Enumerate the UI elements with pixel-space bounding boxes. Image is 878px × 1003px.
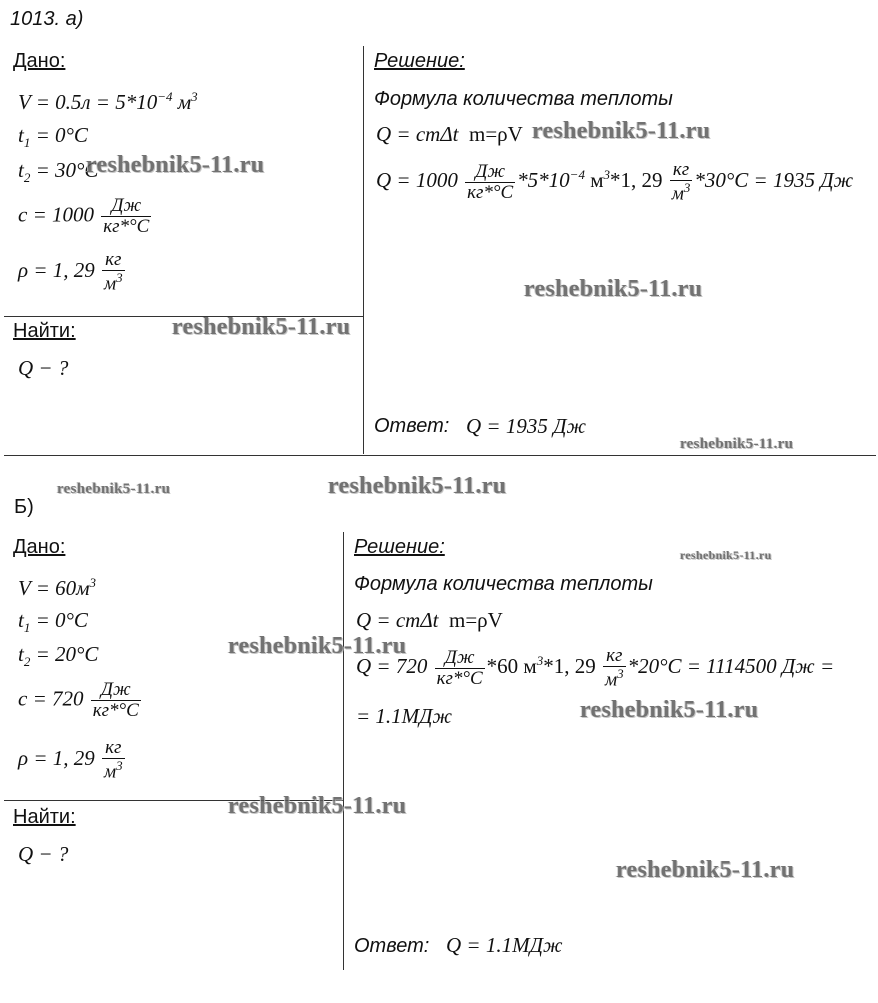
calculation-b: Q = 720 $\frac{Дж}{кг*^\circ C}$ *60 $м^3*1$, 29 $\frac{кг}{м^3}$ *20°C = 1114500 Дж = [356,645,835,691]
answer-label-a: Ответ: [374,415,450,437]
find-value-a: Q − ? [18,356,69,380]
given-t1-b: $t_1 = 0^\circ C$ [18,608,88,636]
answer-label-b: Ответ: [354,935,430,957]
watermark: reshebnik5-11.ru [228,633,407,659]
watermark: reshebnik5-11.ru [532,118,711,144]
formula-title-a: Формула количества теплоты [374,88,673,110]
calculation-a: Q = 1000 $\frac{Дж}{кг*^\circ C}$ $*5*10^{-4}$ $м^3*1$, 29 $\frac{кг}{м^3}$ *30°C = 1935 Дж [376,159,854,205]
given-c-a: c = 1000 $\frac{Дж}{кг*^\circ C}$ [18,195,150,237]
formula-a: Q = cmΔt m=ρV [376,122,523,146]
given-c-b: c = 720 $\frac{Дж}{кг*^\circ C}$ [18,679,139,721]
part-b-label: Б) [14,496,34,518]
watermark: reshebnik5-11.ru [616,857,795,883]
given-label-a: Дано: [13,50,66,72]
find-value-b: Q − ? [18,842,69,866]
watermark: reshebnik5-11.ru [680,548,772,562]
given-volume-a: $V = 0.5л = 5*10^{-4}$ $м^3$ [18,89,198,114]
divider-section [4,455,876,456]
divider-vertical-a [363,46,364,454]
solution-label-b: Решение: [354,536,445,558]
given-t2-a: $t_2 = 30^\circ C$ [18,158,99,186]
watermark: reshebnik5-11.ru [580,697,759,723]
problem-number: 1013. а) [10,8,84,30]
find-label-a: Найти: [13,320,76,342]
given-rho-a: ρ = 1, 29 $\frac{кг}{м^3}$ [18,249,123,295]
given-rho-b: ρ = 1, 29 $\frac{кг}{м^3}$ [18,737,123,783]
watermark: reshebnik5-11.ru [524,276,703,302]
divider-vertical-b [343,532,344,970]
formula-title-b: Формула количества теплоты [354,573,653,595]
given-t2-b: $t_2 = 20^\circ C$ [18,642,99,670]
given-t1-a: $t_1 = 0^\circ C$ [18,123,88,151]
watermark: reshebnik5-11.ru [680,436,794,452]
watermark: reshebnik5-11.ru [228,793,407,819]
watermark: reshebnik5-11.ru [57,481,171,497]
given-volume-b: $V = 60м^3$ [18,575,97,600]
answer-value-b: Q = 1.1МДж [446,933,563,957]
calculation-b-line2: = 1.1МДж [356,704,453,728]
watermark: reshebnik5-11.ru [328,473,507,499]
watermark: reshebnik5-11.ru [172,314,351,340]
solution-label-a: Решение: [374,50,465,72]
answer-value-a: Q = 1935 Дж [466,414,586,438]
find-label-b: Найти: [13,806,76,828]
watermark: reshebnik5-11.ru [86,152,265,178]
formula-b: Q = cmΔt m=ρV [356,608,503,632]
given-label-b: Дано: [13,536,66,558]
